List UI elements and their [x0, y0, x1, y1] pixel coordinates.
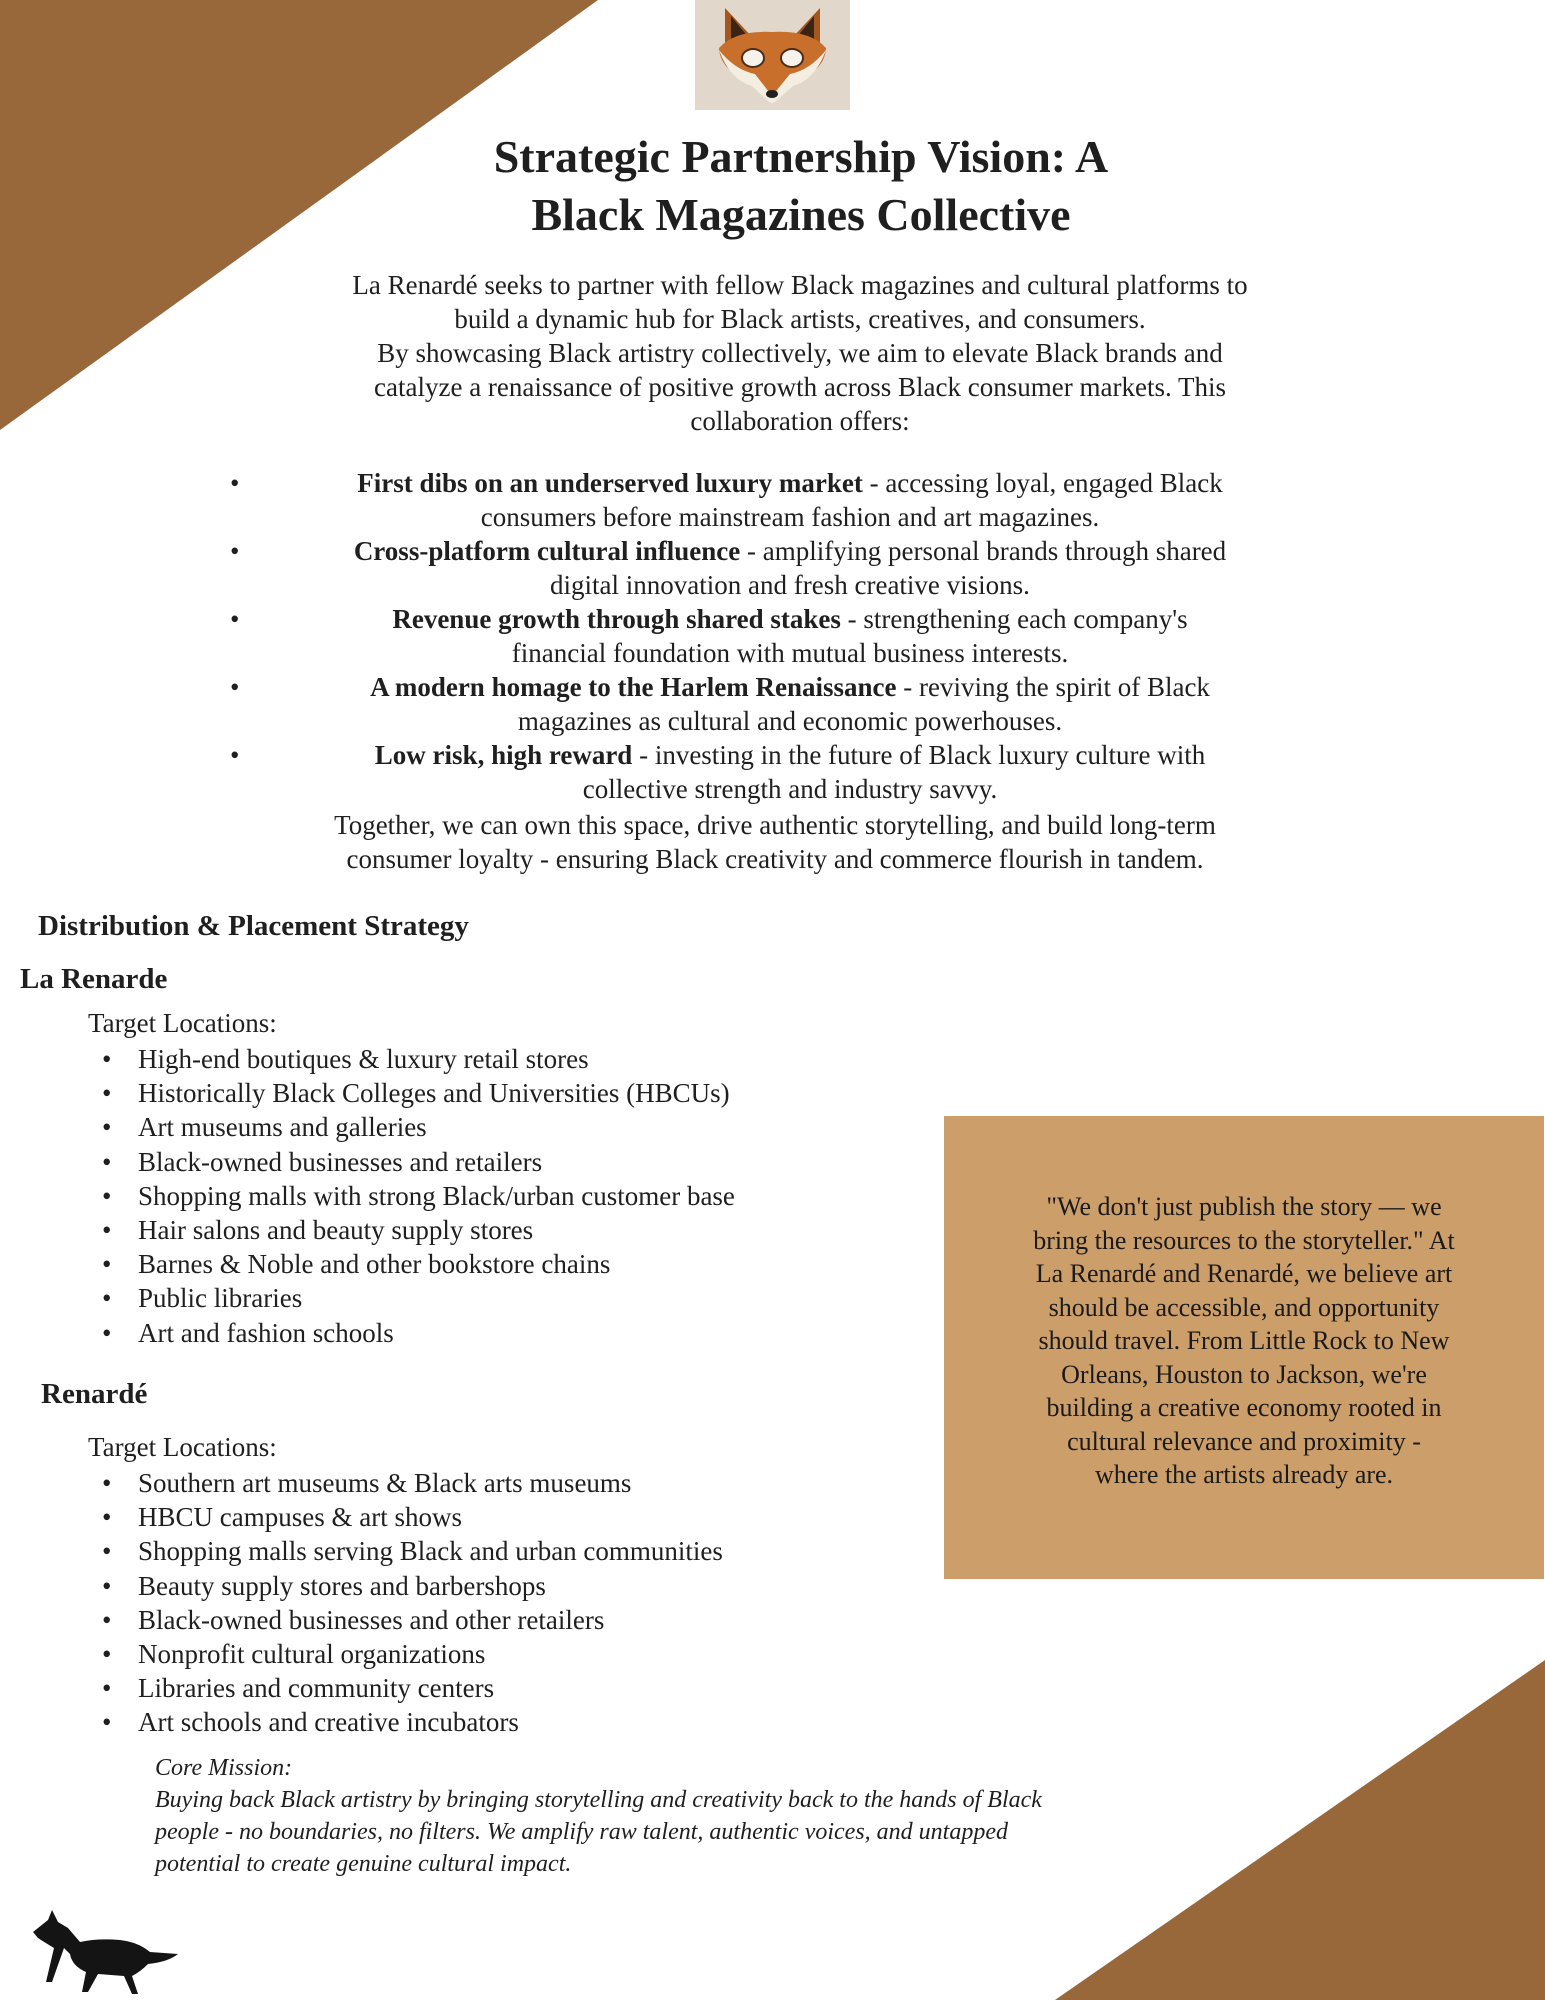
- benefit-text-cont: consumers before mainstream fashion and art magazines.: [480, 502, 1100, 532]
- list-item: • High-end boutiques & luxury retail stores: [100, 1042, 735, 1076]
- fox-silhouette-icon: [28, 1902, 188, 1997]
- list-item: • Shopping malls serving Black and urban communities: [100, 1534, 723, 1568]
- list-item: • Black-owned businesses and other retailers: [100, 1603, 723, 1637]
- benefit-item: [230, 738, 1350, 806]
- la-renarde-locations: [100, 1042, 735, 1350]
- bullet-icon: •: [230, 536, 240, 566]
- page-title: [360, 128, 1242, 244]
- intro-line: collaboration offers:: [690, 406, 910, 436]
- outro-line: consumer loyalty - ensuring Black creativity and commerce flourish in tandem.: [346, 844, 1204, 874]
- list-item: • Shopping malls with strong Black/urban customer base: [100, 1179, 735, 1213]
- benefit-item: [230, 534, 1350, 602]
- list-item: • Black-owned businesses and retailers: [100, 1145, 735, 1179]
- list-item: • Nonprofit cultural organizations: [100, 1637, 723, 1671]
- benefit-text-cont: collective strength and industry savvy.: [582, 774, 998, 804]
- benefit-text: - investing in the future of Black luxury culture with: [632, 740, 1206, 770]
- bullet-icon: •: [230, 604, 240, 634]
- intro-line: catalyze a renaissance of positive growth across Black consumer markets. This: [374, 372, 1226, 402]
- title-line-1: Strategic Partnership Vision: A: [493, 131, 1109, 182]
- benefit-item: [230, 466, 1350, 534]
- list-item: • Art schools and creative incubators: [100, 1705, 723, 1739]
- quote-line: La Renardé and Renardé, we believe art: [1035, 1259, 1453, 1288]
- bullet-icon: •: [230, 468, 240, 498]
- la-renarde-target-label: Target Locations:: [88, 1008, 277, 1038]
- closing-paragraph: [215, 808, 1335, 876]
- list-item: • Libraries and community centers: [100, 1671, 723, 1705]
- list-item: • Southern art museums & Black arts museums: [100, 1466, 723, 1500]
- list-item: • Barnes & Noble and other bookstore chains: [100, 1247, 735, 1281]
- benefit-title: Revenue growth through shared stakes: [392, 604, 841, 634]
- distribution-heading: Distribution & Placement Strategy: [38, 910, 469, 942]
- mission-line: Buying back Black artistry by bringing storytelling and creativity back to the hands of Black: [155, 1787, 1042, 1813]
- benefit-text-cont: magazines as cultural and economic powerhouses.: [517, 706, 1063, 736]
- benefit-title: A modern homage to the Harlem Renaissance: [370, 672, 897, 702]
- benefit-text: - reviving the spirit of Black: [896, 672, 1210, 702]
- list-item: • Public libraries: [100, 1281, 735, 1315]
- core-mission-label: Core Mission:: [155, 1755, 293, 1781]
- list-item: • HBCU campuses & art shows: [100, 1500, 723, 1534]
- core-mission: [155, 1752, 1155, 1880]
- benefit-item: [230, 602, 1350, 670]
- quote-box: [944, 1116, 1544, 1579]
- quote-line: Orleans, Houston to Jackson, we're: [1061, 1359, 1427, 1389]
- title-line-2: Black Magazines Collective: [531, 189, 1071, 240]
- benefit-text: - strengthening each company's: [840, 604, 1188, 634]
- benefit-title: First dibs on an underserved luxury market: [357, 468, 863, 498]
- benefit-text: - amplifying personal brands through shared: [740, 536, 1227, 566]
- quote-line: where the artists already are.: [1094, 1460, 1394, 1489]
- benefit-title: Low risk, high reward: [374, 740, 633, 770]
- benefit-text-cont: financial foundation with mutual business interests.: [511, 638, 1069, 668]
- renarde-locations: [100, 1466, 723, 1740]
- outro-line: Together, we can own this space, drive authentic storytelling, and build long-term: [334, 810, 1216, 840]
- fox-mask-icon: [695, 0, 850, 110]
- renarde-heading: Renardé: [41, 1378, 148, 1410]
- benefit-title: Cross-platform cultural influence: [353, 536, 741, 566]
- benefit-text-cont: digital innovation and fresh creative visions.: [550, 570, 1030, 600]
- quote-line: bring the resources to the storyteller." At: [1033, 1225, 1455, 1255]
- quote-line: should travel. From Little Rock to New: [1038, 1326, 1450, 1355]
- list-item: • Art and fashion schools: [100, 1316, 735, 1350]
- intro-line: build a dynamic hub for Black artists, creatives, and consumers.: [454, 304, 1146, 334]
- intro-paragraph: [240, 268, 1360, 438]
- mission-line: people - no boundaries, no filters. We amplify raw talent, authentic voices, and untapped: [155, 1819, 1008, 1845]
- benefit-item: [230, 670, 1350, 738]
- benefit-text: - accessing loyal, engaged Black: [862, 468, 1223, 498]
- list-item: • Hair salons and beauty supply stores: [100, 1213, 735, 1247]
- intro-line: La Renardé seeks to partner with fellow Black magazines and cultural platforms to: [352, 270, 1248, 300]
- bullet-icon: •: [230, 672, 240, 702]
- benefits-list: [230, 466, 1350, 806]
- quote-text: [989, 1190, 1499, 1492]
- quote-line: should be accessible, and opportunity: [1048, 1292, 1440, 1322]
- intro-line: By showcasing Black artistry collectively, we aim to elevate Black brands and: [377, 338, 1223, 368]
- bullet-icon: •: [230, 740, 240, 770]
- mission-line: potential to create genuine cultural impact.: [155, 1851, 572, 1877]
- quote-line: building a creative economy rooted in: [1046, 1393, 1442, 1422]
- list-item: • Beauty supply stores and barbershops: [100, 1569, 723, 1603]
- renarde-target-label: Target Locations:: [88, 1432, 277, 1462]
- quote-line: "We don't just publish the story — we: [1046, 1192, 1442, 1221]
- list-item: • Historically Black Colleges and Universities (HBCUs): [100, 1076, 735, 1110]
- quote-line: cultural relevance and proximity -: [1067, 1426, 1421, 1456]
- la-renarde-heading: La Renarde: [20, 963, 168, 995]
- core-mission-text: [155, 1784, 1155, 1880]
- list-item: • Art museums and galleries: [100, 1110, 735, 1144]
